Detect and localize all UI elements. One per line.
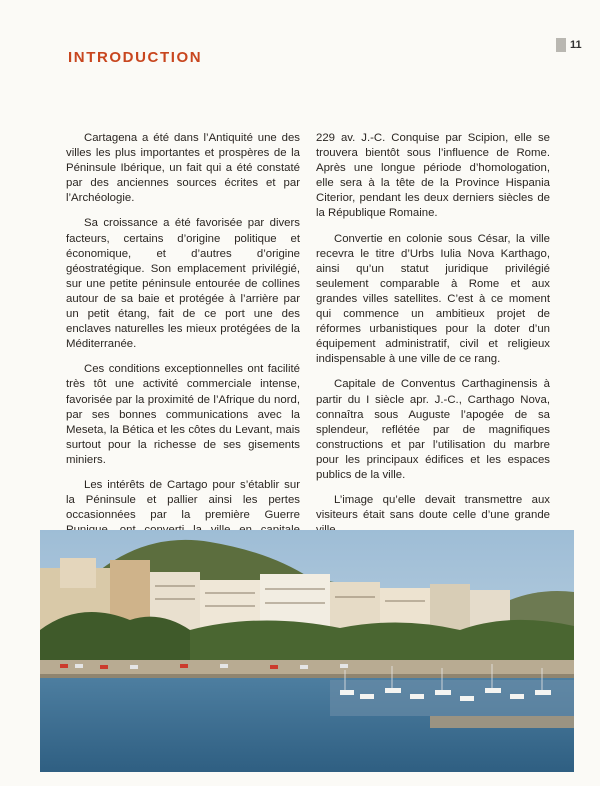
paragraph: 229 av. J.-C. Conquise par Scipion, elle se trouvera bientôt sous l’influence de Rome. Après une longue période d’homologation, elle sera à la tête de la Province Hispania Citerior, pendant les deux derniers siècles de la République Romaine.: [316, 132, 550, 220]
paragraph: Les intérêts de Cartago pour s’établir sur la Péninsule et pallier ainsi les pertes occasionnées par la première Guerre: [66, 478, 300, 522]
page-number: 11: [570, 39, 582, 51]
paragraph: Cartagena a été dans l’Antiquité une des villes les plus importantes et prospères de la Péninsule Ibérique, un fait qui a été constaté par des anciennes sources écrites et par l’Archéologie.: [66, 132, 300, 205]
harbor-photo: [40, 530, 574, 772]
page-title: INTRODUCTION: [68, 49, 203, 66]
paragraph: Convertie en colonie sous César, la ville recevra le titre d’Urbs Iulia Nova Karthago, ainsi qu’un statut juridique privilégié seulement comparable à Rome et aux grandes villes satellites. C’est à ce moment qui commence un ambitieux projet de réformes urbanistiques pour la doter d’un équipement administratif, civil et religieux indispensable à une ville de ce rang.: [316, 232, 550, 366]
page-number-marker: [556, 38, 586, 52]
paragraph: Capitale de Conventus Carthaginensis à partir du I siècle apr. J.-C., Carthago Nova, connaîtra sous Auguste l’apogée de sa splendeur, reflétée par de magnifiques constructions et par l’utilisation du marbre pour les principaux édifices et les espaces publics de la ville.: [316, 378, 550, 481]
text-column-left: [66, 131, 300, 563]
paragraph: Sa croissance a été favorisée par divers facteurs, certains d’origine politique et économique, et d’autres d’origine géostratégique. Son emplacement privilégié, sur une petite péninsule entourée de collines autour de sa baie et protégée à l’arrière par un petit étang, fait de ce port une des enclaves naturelles les mieux protégées de la Méditerranée.: [66, 217, 300, 351]
paragraph: Ces conditions exceptionnelles ont facilité très tôt une activité commerciale intense, favorisée par la proximité de l’Afrique du nord, par ses bonnes communications avec la Meseta, la Bética et les côtes du Levant, mais surtout pour la richesse de ses gisements miniers.: [66, 363, 300, 466]
page-tab-decoration: [556, 38, 566, 52]
text-column-right: [316, 131, 550, 548]
paragraph: L’image qu’elle devait transmettre aux visiteurs était sans doute celle d’une grande: [316, 494, 550, 522]
